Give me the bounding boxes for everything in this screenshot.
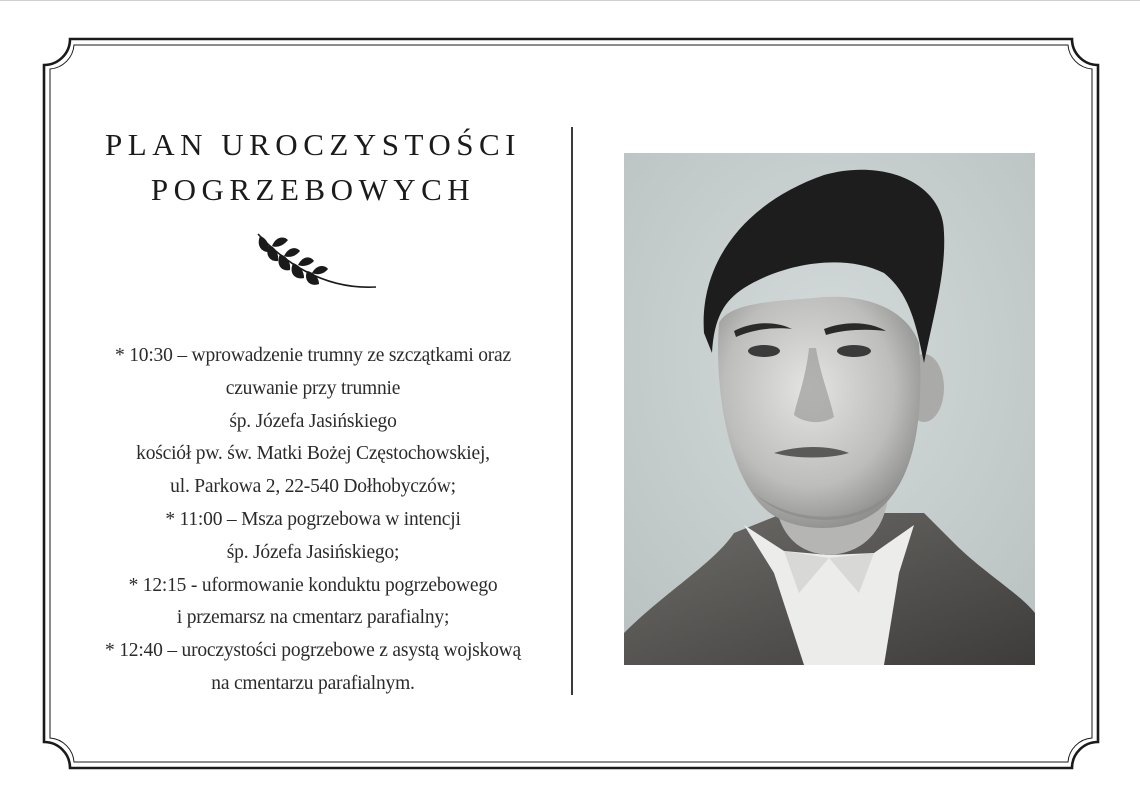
- schedule-line: śp. Józefa Jasińskiego;: [226, 541, 400, 563]
- portrait-illustration: [624, 153, 1035, 665]
- schedule-line: * 12:15 - uformowanie konduktu pogrzebowego: [128, 574, 498, 596]
- title-line-2: POGRZEBOWYCH: [150, 172, 476, 207]
- schedule-line: kościół pw. św. Matki Bożej Częstochowskiej,: [136, 443, 490, 465]
- schedule-line: na cmentarzu parafialnym.: [211, 672, 415, 694]
- schedule-line: ul. Parkowa 2, 22-540 Dołhobyczów;: [170, 476, 456, 498]
- page-title: [80, 122, 546, 212]
- schedule-line: i przemarsz na cmentarz parafialny;: [176, 607, 450, 629]
- ceremony-schedule: [60, 340, 566, 701]
- portrait-photo: [624, 153, 1035, 665]
- schedule-line: * 11:00 – Msza pogrzebowa w intencji: [165, 508, 461, 530]
- vertical-divider: [571, 127, 573, 695]
- laurel-branch-icon: [252, 230, 382, 302]
- schedule-line: czuwanie przy trumnie: [225, 377, 401, 399]
- schedule-line: śp. Józefa Jasińskiego: [229, 410, 397, 432]
- schedule-line: * 12:40 – uroczystości pogrzebowe z asystą wojskową: [105, 640, 521, 662]
- schedule-line: * 10:30 – wprowadzenie trumny ze szczątkami oraz: [115, 345, 511, 366]
- title-line-1: PLAN UROCZYSTOŚCI: [105, 127, 521, 162]
